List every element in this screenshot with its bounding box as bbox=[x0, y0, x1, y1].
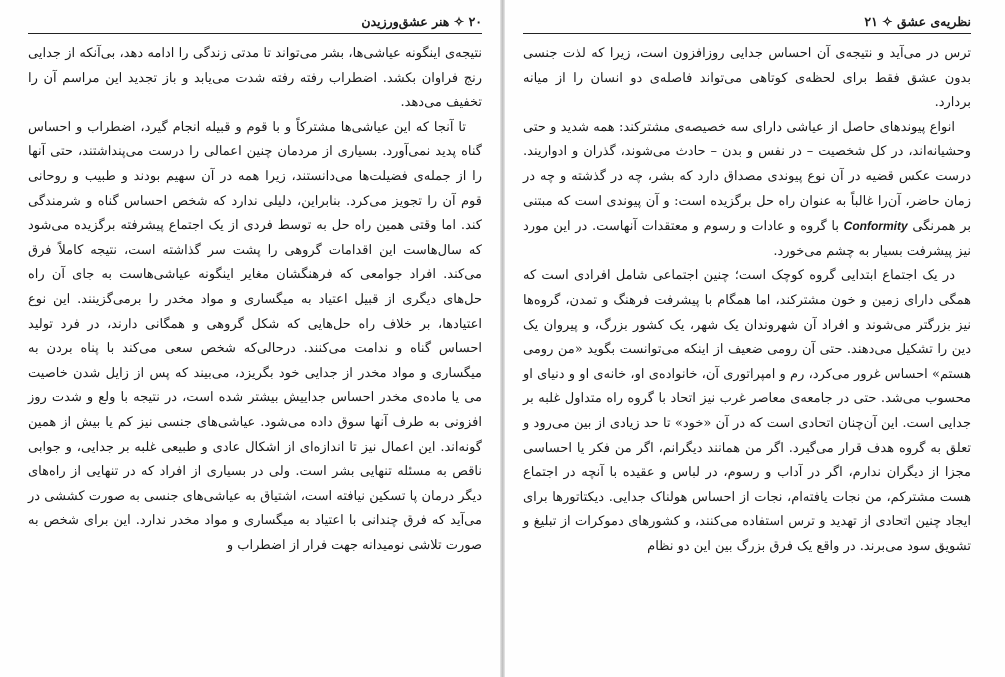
paragraph-text: انواع پیوندهای حاصل از عیاشی دارای سه خصیصه‌ی مشترکند: همه شدید و حتی وحشیانه‌اند، در کل شخصیت – در نفس و بدن – حادث می‌شوند، گذران و ادواریند. درست عکس قضیه در آن نوع پیوندی مصداق دارد که بشر، چه در گذشته و چه در زمان حاضر، آن‌را غالباً به عنوان راه حل برگزیده است: و آن پیوندی است که مبتنی بر همرنگی bbox=[523, 119, 971, 235]
right-page-body bbox=[523, 42, 971, 559]
paragraph: نتیجه‌ی اینگونه عیاشی‌ها، بشر می‌تواند تا مدتی زندگی را ادامه دهد، بی‌آنکه از جدایی رنج فراوان بکشد. اضطراب رفته رفته شدت می‌یابد و باز تجدید این مراسم آن را تخفیف می‌دهد. bbox=[28, 46, 482, 111]
paragraph: تا آنجا که این عیاشی‌ها مشترکاً و با قوم و قبیله انجام گیرد، اضطراب و احساس گناه پدید نمی‌آورد. بسیاری از مردمان چنین اعمالی را درست می‌پنداشتند، حتی آنها را از جمله‌ی فضیلت‌ها می‌دانستند، زیرا همه در آن سهیم بودند و طبیب و روحانی قوم آن را تجویز می‌کرد. بنابراین، دلیلی ندارد که شخص احساس گناه و شرمندگی کند. اما وقتی همین راه حل به توسط فردی از یک اجتماع پیشرفته برگزیده می‌شود که سال‌هاست این اقدامات گروهی را پشت سر گذاشته است، نتیجه کاملاً فرق می‌کند. افراد جوامعی که فرهنگشان مغایر اینگونه عیاشی‌هاست به جای آن راه حل‌های دیگری از قبیل اعتیاد به میگساری و مواد مخدر را برمی‌گزینند. این نوع اعتیادها، بر خلاف راه حل‌هایی که شکل گروهی و همگانی دارند، در فرد تولید احساس گناه و ندامت می‌کنند. درحالی‌که شخص سعی می‌کند با پناه بردن به میگساری و مواد مخدر از جدایی خود بگریزد، می‌بیند که پس از زایل شدن خاصیت می یا ماده‌ی مخدر احساس جداییش بیشتر شده است، در نتیجه با ولع و شدت روز افزونی به طرف آنها سوق داده می‌شود. عیاشی‌های جنسی نیز کم یا بیش از همین گونه‌اند. این اعمال نیز تا اندازه‌ای از اشکال عادی و طبیعی غلبه بر جدایی، و جوابی ناقص به مسئله تنهایی بشر است. ولی در بسیاری از افراد که در تنهایی از راه‌های دیگر درمان پا تسکین نیافته است، اشتیاق به عیاشی‌های جنسی به صورت کششی در می‌آید که فرق چندانی با اعتیاد به میگساری و مواد مخدر ندارد. این برای شخص به صورت تلاشی نومیدانه جهت فرار از اضطراب و bbox=[28, 119, 482, 553]
right-page bbox=[505, 0, 1005, 677]
left-page-header: ۲۰ ✧ هنر عشق‌ورزیدن bbox=[28, 14, 482, 34]
left-page-body bbox=[28, 42, 482, 558]
paragraph-text: با گروه و عادات و رسوم و معتقدات آنهاست. در این مورد نیز پیشرفت بسیار به چشم می‌خورد. bbox=[523, 219, 971, 259]
paragraph: ترس در می‌آید و نتیجه‌ی آن احساس جدایی روزافزون است، زیرا که لذت جنسی بدون عشق فقط برای لحظه‌ی کوتاهی می‌تواند فاصله‌ی دو انسان را از میانه بردارد. bbox=[523, 46, 971, 111]
paragraph bbox=[523, 116, 971, 265]
left-page bbox=[0, 0, 500, 677]
right-page-header: نظریه‌ی عشق ✧ ۲۱ bbox=[523, 14, 971, 34]
paragraph: در یک اجتماع ابتدایی گروه کوچک است؛ چنین اجتماعی شامل افرادی است که همگی دارای زمین و خون مشترکند، اما همگام با پیشرفت فرهنگ و تمدن، گروه‌ها نیز بزرگتر می‌شوند و افراد آن شهروندان یک شهر، یک کشور بزرگ، و پیروان یک دین را تشکیل می‌دهند. حتی آن رومی ضعیف از اینکه می‌توانست بگوید «من رومی هستم» احساس غرور می‌کرد، رم و امپراتوری آن، خانواده‌ی او، خانه‌ی او و دنیای او محسوب می‌شد. حتی در جامعه‌ی معاصر غرب نیز اتحاد با گروه راه متداول غلبه بر جدایی است. این آن‌چنان اتحادی است که در آن «خود» تا حد زیادی از بین می‌رود و تعلق به گروه هدف قرار می‌گیرد. اگر من همانند دیگرانم، اگر من فکر یا احساسی مجزا از دیگران ندارم، اگر در آداب و رسوم، در لباس و عقیده با آنچه در اجتماع هست مشترکم، من نجات یافته‌ام، نجات از احساس هولناک جدایی. دیکتاتورها برای ایجاد چنین اتحادی از تهدید و ترس استفاده می‌کنند، و کشورهای دموکرات از تبلیغ و تشویق سود می‌برند. در واقع یک فرق بزرگ بین این دو نظام bbox=[523, 268, 971, 554]
latin-term: Conformity bbox=[843, 219, 908, 234]
